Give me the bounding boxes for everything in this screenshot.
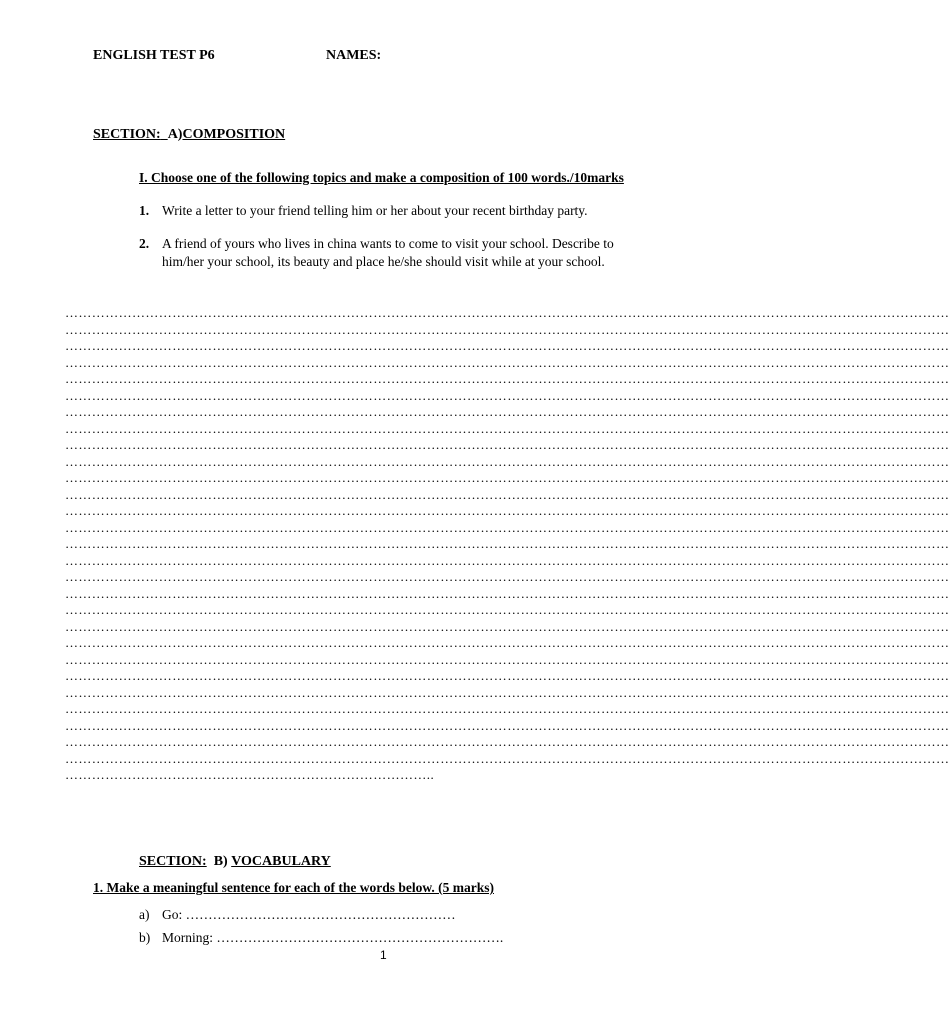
writing-line[interactable]: ……………………………………………………………………………………………………………………………………………………………………………… <box>65 585 949 601</box>
section-b-instruction: 1. Make a meaningful sentence for each of the words below. (5 marks) <box>93 880 494 895</box>
vocab-item-b[interactable]: Morning: ………………………………………………………. <box>162 930 504 945</box>
test-title: ENGLISH TEST P6 <box>93 48 215 63</box>
writing-line[interactable]: ……………………………………………………………………………………………………………………………………………………………………………… <box>65 635 949 650</box>
writing-line[interactable]: ……………………………………………………………………………………………………………………………………………………………………………… <box>65 354 949 370</box>
topic-1-text: Write a letter to your friend telling him or her about your recent birthday party. <box>162 203 588 218</box>
writing-line[interactable]: ……………………………………………………………………………………………………………………………………………………………………………… <box>65 602 949 617</box>
writing-line[interactable]: ……………………………………………………………………………………………………………………………………………………………………………… <box>65 470 949 485</box>
writing-line[interactable]: ……………………………………………………………………………………………………………………………………………………………………………… <box>65 684 949 700</box>
section-b-label: SECTION: <box>139 854 207 869</box>
writing-line[interactable]: ……………………………………………………………………………………………………………………………………………………………………………… <box>65 371 949 386</box>
writing-line[interactable]: ……………………………………………………………………………………………………………………………………………………………………………… <box>65 701 949 716</box>
section-b-title: VOCABULARY <box>231 854 331 869</box>
section-b-prefix: B) <box>213 854 228 869</box>
writing-line[interactable]: ……………………………………………………………………………………………………………………………………………………………………………… <box>65 734 949 749</box>
writing-line[interactable]: ……………………………………………………………………………………………………………………………………………………………………………… <box>65 569 949 584</box>
vocab-item-b-letter: b) <box>139 930 151 945</box>
section-a-instruction: I. Choose one of the following topics and make a composition of 100 words./10marks <box>139 170 624 185</box>
section-b-heading <box>139 854 331 870</box>
writing-line[interactable]: ……………………………………………………………………….. <box>65 767 435 782</box>
section-a-heading <box>93 127 285 143</box>
writing-line[interactable]: ……………………………………………………………………………………………………………………………………………………………………………… <box>65 305 949 320</box>
writing-line[interactable]: ……………………………………………………………………………………………………………………………………………………………………………… <box>65 651 949 667</box>
writing-line[interactable]: ……………………………………………………………………………………………………………………………………………………………………………… <box>65 750 949 766</box>
writing-line[interactable]: ……………………………………………………………………………………………………………………………………………………………………………… <box>65 552 949 568</box>
page-number: 1 <box>380 948 387 962</box>
writing-line[interactable]: ……………………………………………………………………………………………………………………………………………………………………………… <box>65 420 949 436</box>
vocab-item-a[interactable]: Go: …………………………………………………… <box>162 907 456 922</box>
writing-line[interactable]: ……………………………………………………………………………………………………………………………………………………………………………… <box>65 519 949 535</box>
writing-line[interactable]: ……………………………………………………………………………………………………………………………………………………………………………… <box>65 486 949 502</box>
names-label: NAMES: <box>326 48 382 63</box>
writing-line[interactable]: ……………………………………………………………………………………………………………………………………………………………………………… <box>65 437 949 452</box>
topic-2-number: 2. <box>139 236 150 251</box>
writing-line[interactable]: ……………………………………………………………………………………………………………………………………………………………………………… <box>65 536 949 551</box>
section-a-prefix: A) <box>167 127 183 142</box>
section-a-label: SECTION: <box>93 127 161 142</box>
section-a-title: COMPOSITION <box>182 127 286 142</box>
writing-line[interactable]: ……………………………………………………………………………………………………………………………………………………………………………… <box>65 321 949 337</box>
topic-2-text-line1: A friend of yours who lives in china wants to come to visit your school. Describe to <box>162 236 614 251</box>
writing-line[interactable]: ……………………………………………………………………………………………………………………………………………………………………………… <box>65 453 949 469</box>
writing-line[interactable]: ……………………………………………………………………………………………………………………………………………………………………………… <box>65 668 949 683</box>
topic-2-text-line2: him/her your school, its beauty and place he/she should visit while at your school. <box>162 254 605 269</box>
writing-line[interactable]: ……………………………………………………………………………………………………………………………………………………………………………… <box>65 503 949 518</box>
writing-line[interactable]: ……………………………………………………………………………………………………………………………………………………………………………… <box>65 338 949 353</box>
writing-line[interactable]: ……………………………………………………………………………………………………………………………………………………………………………… <box>65 618 949 634</box>
vocab-item-a-letter: a) <box>139 907 150 922</box>
writing-line[interactable]: ……………………………………………………………………………………………………………………………………………………………………………… <box>65 404 949 419</box>
topic-1-number: 1. <box>139 203 150 218</box>
writing-line[interactable]: ……………………………………………………………………………………………………………………………………………………………………………… <box>65 717 949 733</box>
writing-line[interactable]: ……………………………………………………………………………………………………………………………………………………………………………… <box>65 387 949 403</box>
